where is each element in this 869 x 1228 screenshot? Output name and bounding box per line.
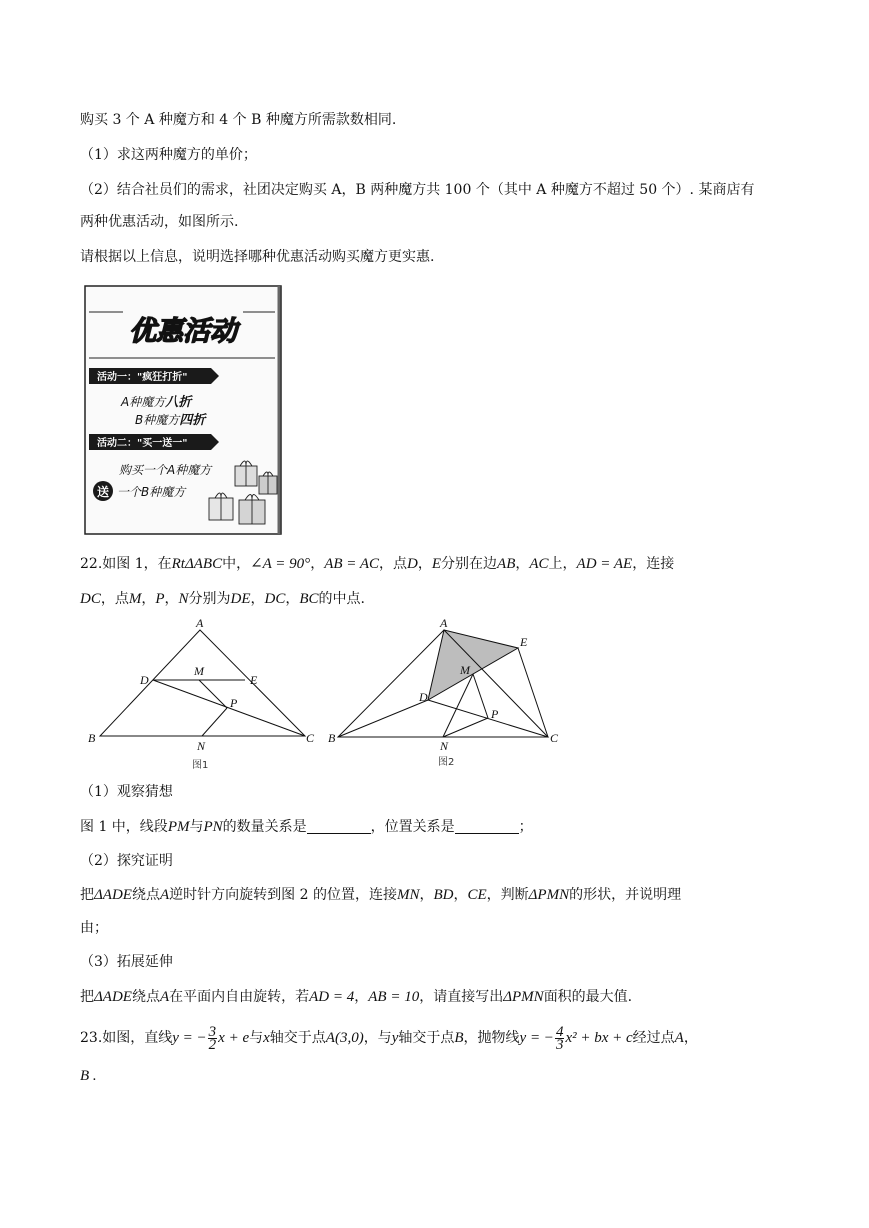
activity1-b-line: B种魔方四折 bbox=[135, 413, 206, 428]
q21-ask: 请根据以上信息，说明选择哪种优惠活动购买魔方更实惠. bbox=[80, 249, 435, 265]
figure-2-diagram bbox=[328, 612, 578, 777]
fig2-label-a: A bbox=[440, 616, 448, 630]
q22-part3-text: 把ΔADE绕点A在平面内自由旋转，若AD = 4，AB = 10，请直接写出ΔPMN面积的最大值. bbox=[80, 989, 633, 1005]
q21-part2-line2: 两种优惠活动，如图所示. bbox=[80, 214, 239, 230]
answer-blank-position[interactable] bbox=[455, 819, 519, 834]
fig1-caption: 图1 bbox=[192, 760, 209, 771]
q22-part1-text: 图 1 中，线段PM与PN的数量关系是 ，位置关系是 ； bbox=[80, 819, 533, 835]
figure-1-diagram bbox=[80, 612, 320, 777]
fraction-four-thirds: $\frac{4}{3}$ bbox=[555, 1023, 564, 1053]
q22-stem-line2: DC，点M，P，N分别为DE，DC，BC的中点. bbox=[80, 591, 365, 607]
fig1-label-p: P bbox=[230, 696, 238, 710]
q23-stem-line1: 23.如图，直线y = − $\frac{3}{2}$ x + e与x轴交于点A(3,0)，与y轴交于点B，抛物线y = − $\frac{4}{3}$ x² + bx + c经过点A， bbox=[80, 1023, 698, 1053]
fig1-label-b: B bbox=[88, 731, 96, 745]
activity1-title: 活动一："疯狂打折" bbox=[97, 372, 188, 383]
fig2-label-e: E bbox=[520, 635, 528, 649]
q22-part2-line2: 由； bbox=[80, 920, 108, 936]
fig1-label-e: E bbox=[250, 673, 258, 687]
poster-title: 优惠活动 bbox=[129, 316, 237, 347]
fig2-label-c: C bbox=[550, 731, 559, 745]
promo-poster bbox=[83, 284, 283, 536]
activity2-title: 活动二："买一送一" bbox=[97, 438, 188, 449]
fig1-label-d: D bbox=[140, 673, 149, 687]
activity2-line2: 一个B种魔方 bbox=[117, 485, 186, 499]
segment-pn bbox=[443, 718, 488, 737]
segment-mp bbox=[473, 674, 488, 718]
segment-dc bbox=[153, 680, 305, 736]
fig1-label-c: C bbox=[306, 731, 315, 745]
fig2-caption: 图2 bbox=[438, 757, 455, 768]
fig1-label-a: A bbox=[196, 616, 204, 630]
fig2-label-b: B bbox=[328, 731, 336, 745]
q22-part2-text: 把ΔADE绕点A逆时针方向旋转到图 2 的位置，连接MN，BD，CE，判断ΔPMN的形状，并说明理 bbox=[80, 887, 682, 903]
q21-part1: （1）求这两种魔方的单价； bbox=[80, 147, 257, 163]
q22-part1-title: （1）观察猜想 bbox=[80, 784, 173, 800]
fraction-three-halves: $\frac{3}{2}$ bbox=[208, 1023, 217, 1053]
send-badge-text: 送 bbox=[96, 485, 110, 499]
q21-intro: 购买 3 个 A 种魔方和 4 个 B 种魔方所需款数相同. bbox=[80, 112, 397, 128]
fig2-label-d: D bbox=[419, 690, 428, 704]
fig1-label-m: M bbox=[194, 664, 204, 678]
fig2-label-p: P bbox=[491, 707, 499, 721]
answer-blank-quantity[interactable] bbox=[307, 819, 371, 834]
segment-mp bbox=[199, 680, 227, 708]
q23-stem-line2: B . bbox=[80, 1068, 97, 1084]
q21-part2-line1: （2）结合社员们的需求，社团决定购买 A，B 两种魔方共 100 个（其中 A 种魔方不超过 50 个）. 某商店有 bbox=[80, 182, 755, 198]
q22-part3-title: （3）拓展延伸 bbox=[80, 954, 173, 970]
segment-bd bbox=[338, 700, 428, 737]
activity1-a-line: A种魔方八折 bbox=[121, 395, 192, 410]
q22-stem-line1: 22.如图 1，在RtΔABC中，∠A = 90°，AB = AC，点D，E分别在边AB，AC上，AD = AE，连接 bbox=[80, 556, 675, 572]
q22-part2-title: （2）探究证明 bbox=[80, 853, 173, 869]
segment-pn bbox=[202, 708, 227, 736]
fig2-label-m: M bbox=[460, 663, 470, 677]
activity2-line1: 购买一个A种魔方 bbox=[119, 463, 212, 477]
fig2-label-n: N bbox=[440, 739, 449, 753]
fig1-label-n: N bbox=[197, 739, 206, 753]
segment-ce bbox=[518, 648, 548, 737]
